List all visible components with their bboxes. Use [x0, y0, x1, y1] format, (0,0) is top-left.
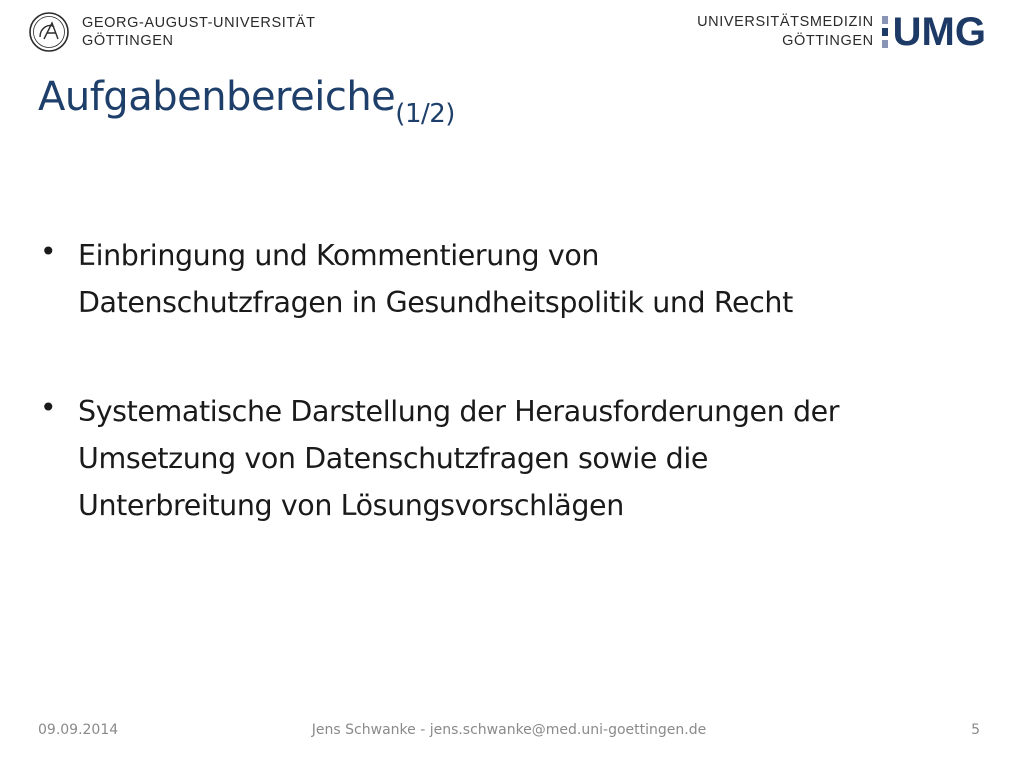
bullet-item [38, 232, 998, 326]
umg-wordmark: UMG [892, 10, 986, 54]
bullet-icon: • [40, 391, 57, 424]
slide-title [38, 74, 455, 129]
umg-dots-icon [882, 16, 888, 48]
footer-author: Jens Schwanke - jens.schwanke@med.uni-goettingen.de [311, 722, 707, 738]
bullet-item [38, 388, 998, 529]
bullet-text [78, 232, 998, 326]
page-number: 5 [971, 722, 980, 738]
university-seal-icon [28, 11, 70, 53]
bullet-text [78, 388, 998, 529]
umg-name-line2: GÖTTINGEN [782, 33, 874, 49]
bullet-line: Systematische Darstellung der Herausforderungen der [78, 395, 840, 428]
bullet-list [38, 232, 998, 591]
university-logo [28, 10, 316, 54]
umg-mark [882, 12, 986, 52]
bullet-line: Unterbreitung von Lösungsvorschlägen [78, 489, 624, 522]
slide-title-text: Aufgabenbereiche [38, 74, 396, 120]
university-name-line2: GÖTTINGEN [82, 33, 174, 49]
bullet-line: Umsetzung von Datenschutzfragen sowie die [78, 442, 709, 475]
slide-footer [38, 722, 980, 744]
bullet-icon: • [40, 235, 57, 268]
bullet-line: Datenschutzfragen in Gesundheitspolitik und Recht [78, 286, 793, 319]
university-name-line1: GEORG-AUGUST-UNIVERSITÄT [82, 15, 316, 31]
umg-logo [697, 10, 986, 54]
footer-date: 09.09.2014 [38, 722, 119, 738]
bullet-line: Einbringung und Kommentierung von [78, 239, 600, 272]
slide-title-suffix: (1/2) [395, 99, 455, 129]
umg-name-line1: UNIVERSITÄTSMEDIZIN [697, 14, 874, 30]
